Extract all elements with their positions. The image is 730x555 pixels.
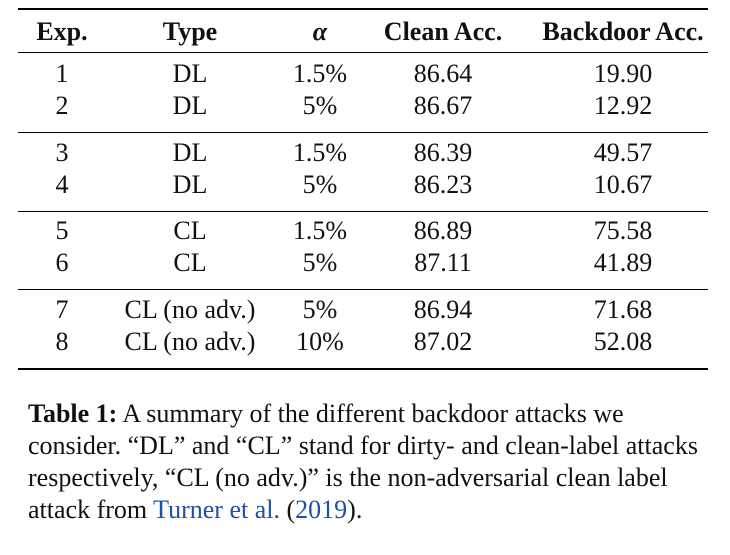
header-type: Type — [162, 17, 218, 46]
cell-backdoor-acc: 41.89 — [593, 248, 653, 277]
cell-exp: 3 — [55, 138, 69, 167]
table-row — [0, 215, 730, 247]
cell-backdoor-acc: 52.08 — [593, 327, 653, 356]
cell-clean-acc: 87.02 — [413, 327, 473, 356]
cell-type: DL — [172, 170, 208, 199]
cell-exp: 8 — [55, 327, 69, 356]
group-separator-rule — [18, 132, 708, 133]
cell-exp: 6 — [55, 248, 69, 277]
group-separator-rule — [18, 289, 708, 290]
cell-type: CL (no adv.) — [124, 327, 256, 356]
cell-alpha: 5% — [302, 248, 338, 277]
cell-alpha: 5% — [302, 170, 338, 199]
table-row — [0, 137, 730, 169]
table-row — [0, 294, 730, 326]
cell-alpha: 1.5% — [292, 216, 348, 245]
cell-exp: 1 — [55, 59, 69, 88]
cell-alpha: 5% — [302, 295, 338, 324]
table-row — [0, 326, 730, 358]
cell-clean-acc: 86.89 — [413, 216, 473, 245]
header-clean-acc: Clean Acc. — [383, 17, 503, 46]
table-row — [0, 247, 730, 279]
caption-text: A summary of the different backdoor attacks we consider. “DL” and “CL” stand for dirty- and clean-label attacks respectively, “CL (no adv.)” is the non-adversarial clean label attack from — [28, 399, 698, 524]
top-rule — [18, 8, 708, 10]
citation-author-link[interactable]: Turner et al. — [153, 495, 280, 524]
cell-backdoor-acc: 19.90 — [593, 59, 653, 88]
cell-clean-acc: 87.11 — [414, 248, 472, 277]
cell-clean-acc: 86.94 — [413, 295, 473, 324]
citation-year-link[interactable]: 2019 — [295, 495, 348, 524]
cell-backdoor-acc: 10.67 — [593, 170, 653, 199]
cell-type: CL — [173, 216, 207, 245]
header-exp: Exp. — [36, 17, 88, 46]
cell-alpha: 1.5% — [292, 138, 348, 167]
cell-backdoor-acc: 75.58 — [593, 216, 653, 245]
cell-clean-acc: 86.39 — [413, 138, 473, 167]
table-header-row — [0, 16, 730, 48]
header-rule — [18, 52, 708, 53]
cell-type: DL — [172, 59, 208, 88]
citation-open-paren: ( — [280, 495, 296, 524]
caption-label: Table 1: — [28, 399, 118, 428]
cell-clean-acc: 86.23 — [413, 170, 473, 199]
cell-clean-acc: 86.67 — [413, 91, 473, 120]
table-row — [0, 169, 730, 201]
cell-backdoor-acc: 12.92 — [593, 91, 653, 120]
cell-exp: 4 — [55, 170, 69, 199]
cell-alpha: 5% — [302, 91, 338, 120]
cell-exp: 5 — [55, 216, 69, 245]
cell-backdoor-acc: 49.57 — [593, 138, 653, 167]
group-separator-rule — [18, 211, 708, 212]
header-alpha: α — [312, 17, 328, 46]
cell-type: DL — [172, 91, 208, 120]
cell-alpha: 10% — [296, 327, 344, 356]
bottom-rule — [18, 368, 708, 370]
table-caption — [28, 398, 718, 526]
table-row — [0, 90, 730, 122]
cell-backdoor-acc: 71.68 — [593, 295, 653, 324]
cell-exp: 7 — [55, 295, 69, 324]
cell-exp: 2 — [55, 91, 69, 120]
cell-alpha: 1.5% — [292, 59, 348, 88]
table-row — [0, 58, 730, 90]
cell-type: CL — [173, 248, 207, 277]
citation-close-paren: ). — [347, 495, 363, 524]
cell-clean-acc: 86.64 — [413, 59, 473, 88]
cell-type: DL — [172, 138, 208, 167]
header-backdoor-acc: Backdoor Acc. — [542, 17, 704, 46]
cell-type: CL (no adv.) — [124, 295, 256, 324]
